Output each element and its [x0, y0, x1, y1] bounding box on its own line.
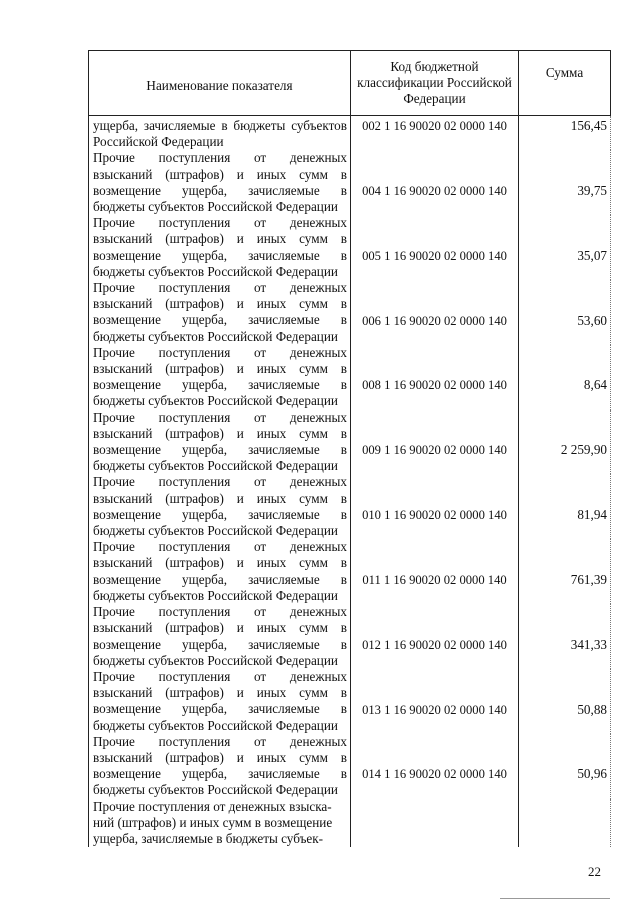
- row-sum: 39,75: [519, 150, 611, 215]
- row-code: 002 1 16 90020 02 0000 140: [351, 116, 519, 151]
- row-name: Прочие поступления от денежных взысканий (штрафов) и иных сумм в возмещение ущерба, зачисляемые в бюджеты субъектов Российской Федерации: [89, 669, 351, 734]
- bottom-rule: [500, 898, 610, 899]
- row-code: 014 1 16 90020 02 0000 140: [351, 734, 519, 799]
- row-name: Прочие поступления от денежных взысканий (штрафов) и иных сумм в возмещение ущерба, зачисляемые в бюджеты субъектов Российской Федерации: [89, 734, 351, 799]
- row-code: 012 1 16 90020 02 0000 140: [351, 604, 519, 669]
- row-name-line: ущерба, зачисляемые в бюджеты субъек-: [93, 830, 324, 846]
- row-name: Прочие поступления от денежных взысканий (штрафов) и иных сумм в возмещение ущерба, зачисляемые в бюджеты субъектов Российской Федерации: [89, 604, 351, 669]
- row-name: Прочие поступления от денежных взысканий (штрафов) и иных сумм в возмещение ущерба, зачисляемые в бюджеты субъектов Российской Федерации: [89, 280, 351, 345]
- row-code: 008 1 16 90020 02 0000 140: [351, 345, 519, 410]
- row-name-line: ний (штрафов) и иных сумм в возмещение: [93, 814, 333, 830]
- row-code: 011 1 16 90020 02 0000 140: [351, 539, 519, 604]
- row-name: ущерба, зачисляемые в бюджеты субъектов Российской Федерации: [89, 116, 351, 151]
- row-sum: 761,39: [519, 539, 611, 604]
- table-row-continued: [89, 799, 611, 848]
- row-sum: 50,96: [519, 734, 611, 799]
- table-row: [89, 215, 611, 280]
- row-name: Прочие поступления от денежных взысканий (штрафов) и иных сумм в возмещение ущерба, зачисляемые в бюджеты субъектов Российской Федерации: [89, 345, 351, 410]
- table-row: [89, 734, 611, 799]
- row-code: 004 1 16 90020 02 0000 140: [351, 150, 519, 215]
- row-name-line: Прочие поступления от денежных взыска-: [93, 798, 332, 814]
- row-sum: 50,88: [519, 669, 611, 734]
- row-code-empty: [351, 799, 519, 848]
- row-name-continued: [89, 799, 351, 848]
- row-sum: 8,64: [519, 345, 611, 410]
- row-sum-empty: [519, 799, 611, 848]
- row-sum: 341,33: [519, 604, 611, 669]
- row-code: 010 1 16 90020 02 0000 140: [351, 474, 519, 539]
- table-row: [89, 345, 611, 410]
- row-name: Прочие поступления от денежных взысканий (штрафов) и иных сумм в возмещение ущерба, зачисляемые в бюджеты субъектов Российской Федерации: [89, 410, 351, 475]
- row-name: Прочие поступления от денежных взысканий (штрафов) и иных сумм в возмещение ущерба, зачисляемые в бюджеты субъектов Российской Федерации: [89, 539, 351, 604]
- budget-revenue-table: [88, 50, 611, 847]
- header-budget-code: Код бюджетной классификации Российской Федерации: [351, 51, 519, 116]
- header-sum: Сумма: [519, 51, 611, 116]
- table-row: [89, 116, 611, 151]
- row-sum: 156,45: [519, 116, 611, 151]
- table-header-row: [89, 51, 611, 116]
- row-name: Прочие поступления от денежных взысканий (штрафов) и иных сумм в возмещение ущерба, зачисляемые в бюджеты субъектов Российской Федерации: [89, 215, 351, 280]
- row-sum: 2 259,90: [519, 410, 611, 475]
- row-sum: 35,07: [519, 215, 611, 280]
- row-name: Прочие поступления от денежных взысканий (штрафов) и иных сумм в возмещение ущерба, зачисляемые в бюджеты субъектов Российской Федерации: [89, 474, 351, 539]
- table-row: [89, 604, 611, 669]
- row-code: 013 1 16 90020 02 0000 140: [351, 669, 519, 734]
- row-code: 009 1 16 90020 02 0000 140: [351, 410, 519, 475]
- table-row: [89, 410, 611, 475]
- page-number: 22: [588, 864, 601, 879]
- table-row: [89, 539, 611, 604]
- row-code: 006 1 16 90020 02 0000 140: [351, 280, 519, 345]
- table-row: [89, 150, 611, 215]
- row-name: Прочие поступления от денежных взысканий (штрафов) и иных сумм в возмещение ущерба, зачисляемые в бюджеты субъектов Российской Федерации: [89, 150, 351, 215]
- table-row: [89, 474, 611, 539]
- table-row: [89, 669, 611, 734]
- header-indicator-name: Наименование показателя: [89, 51, 351, 116]
- row-sum: 81,94: [519, 474, 611, 539]
- table-row: [89, 280, 611, 345]
- row-code: 005 1 16 90020 02 0000 140: [351, 215, 519, 280]
- row-sum: 53,60: [519, 280, 611, 345]
